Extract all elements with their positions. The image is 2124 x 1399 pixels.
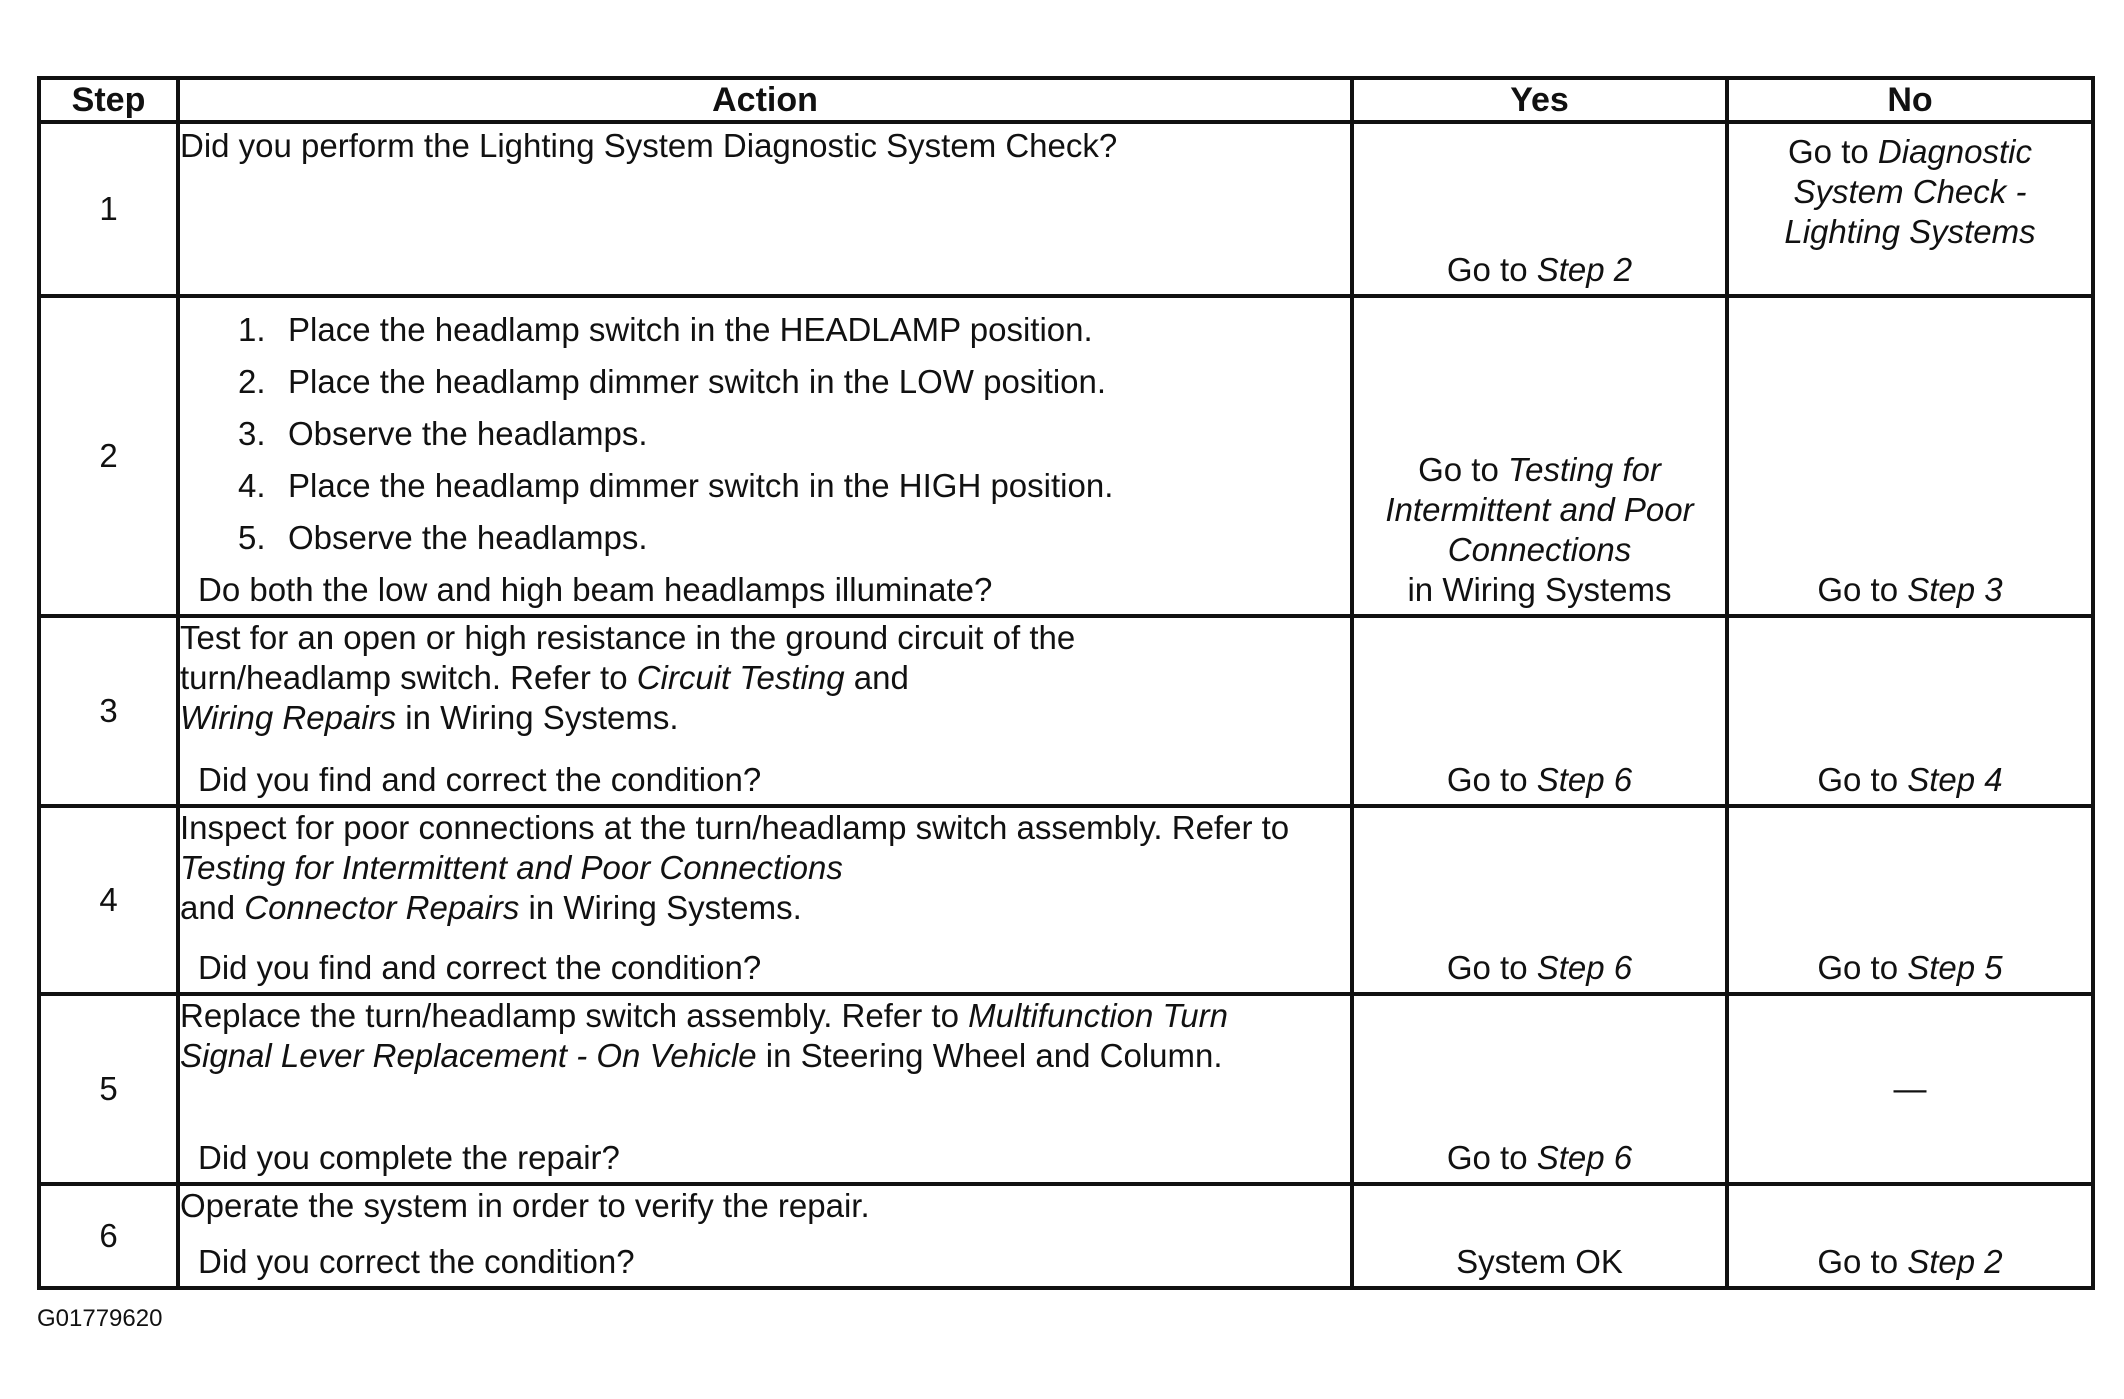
no-prefix: Go to: [1817, 1243, 1908, 1280]
no-prefix: Go to: [1788, 133, 1878, 170]
yes-result: [1354, 450, 1725, 610]
action-question: Did you correct the condition?: [198, 1243, 635, 1280]
list-text: Observe the headlamps.: [288, 519, 648, 556]
procedure-list: [180, 304, 1350, 564]
list-text: Place the headlamp dimmer switch in the HIGH position.: [288, 467, 1114, 504]
action-text: Test for an open or high resistance in the ground circuit of the turn/headlamp switch. Refer to: [180, 619, 1076, 696]
table-row-step-6: [39, 1184, 2093, 1288]
no-prefix: Go to: [1817, 949, 1908, 986]
table-row-step-2: [39, 296, 2093, 616]
yes-prefix: Go to: [1446, 251, 1537, 288]
yes-prefix: Go to: [1418, 451, 1508, 488]
no-cell: [1727, 806, 2093, 994]
list-number: 3.: [238, 415, 266, 452]
list-text: Place the headlamp dimmer switch in the LOW position.: [288, 363, 1107, 400]
action-question: Did you find and correct the condition?: [198, 761, 762, 798]
yes-prefix: Go to: [1446, 1139, 1537, 1176]
action-cell: [178, 994, 1352, 1184]
yes-suffix: in Wiring Systems: [1407, 571, 1672, 608]
no-prefix: Go to: [1817, 571, 1908, 608]
yes-prefix: Go to: [1446, 949, 1537, 986]
action-cell: [178, 122, 1352, 296]
no-link-step: Step 3: [1907, 571, 2003, 608]
action-description: Operate the system in order to verify the repair.: [180, 1187, 870, 1224]
yes-link-step: Step 2: [1536, 251, 1633, 288]
action-cell: [178, 806, 1352, 994]
action-question: Do both the low and high beam headlamps illuminate?: [198, 571, 993, 608]
ref-testing-intermittent: Testing for Intermittent and Poor Connections: [180, 849, 843, 886]
yes-link-step: Step 6: [1536, 949, 1633, 986]
table-row-step-1: [39, 122, 2093, 296]
action-description: [180, 618, 1190, 738]
no-cell: [1727, 994, 2093, 1184]
action-description: [180, 808, 1300, 928]
list-text: Place the headlamp switch in the HEADLAMP position.: [288, 311, 1093, 348]
list-text: Observe the headlamps.: [288, 415, 648, 452]
no-result-dash: —: [1893, 1070, 1927, 1107]
yes-result: [1354, 760, 1725, 800]
action-text: and: [180, 889, 245, 926]
table-row-step-3: [39, 616, 2093, 806]
no-link-diagnostic-check: Diagnostic System Check - Lighting Systems: [1784, 133, 2036, 250]
action-cell: [178, 616, 1352, 806]
header-no: No: [1727, 78, 2093, 122]
yes-link-step: Step 6: [1536, 1139, 1633, 1176]
no-result: [1729, 760, 2091, 800]
yes-result: [1354, 948, 1725, 988]
list-item: [238, 512, 1350, 564]
step-number: 1: [39, 122, 178, 296]
yes-cell: [1352, 296, 1727, 616]
action-text: in Wiring Systems.: [396, 699, 679, 736]
action-question: Did you find and correct the condition?: [198, 949, 762, 986]
action-cell: [178, 296, 1352, 616]
no-link-step: Step 5: [1907, 949, 2003, 986]
yes-cell: [1352, 1184, 1727, 1288]
step-number: 6: [39, 1184, 178, 1288]
list-item: [238, 408, 1350, 460]
ref-wiring-repairs: Wiring Repairs: [180, 699, 397, 736]
yes-result: System OK: [1456, 1243, 1623, 1280]
no-result: [1729, 132, 2091, 252]
yes-cell: [1352, 616, 1727, 806]
step-number: 3: [39, 616, 178, 806]
no-cell: [1727, 1184, 2093, 1288]
yes-result: [1354, 1138, 1725, 1178]
list-number: 1.: [238, 311, 266, 348]
no-link-step: Step 4: [1907, 761, 2003, 798]
yes-cell: [1352, 122, 1727, 296]
no-result: [1729, 1242, 2091, 1282]
header-action: Action: [178, 78, 1352, 122]
action-text: and: [844, 659, 909, 696]
step-number: 2: [39, 296, 178, 616]
action-text: in Wiring Systems.: [519, 889, 802, 926]
table-header-row: [39, 78, 2093, 122]
no-cell: [1727, 296, 2093, 616]
header-yes: Yes: [1352, 78, 1727, 122]
list-number: 2.: [238, 363, 266, 400]
yes-prefix: Go to: [1446, 761, 1537, 798]
yes-cell: [1352, 806, 1727, 994]
table-row-step-4: [39, 806, 2093, 994]
action-text: in Steering Wheel and Column.: [756, 1037, 1223, 1074]
action-question: Did you complete the repair?: [198, 1139, 620, 1176]
yes-result: [1354, 250, 1725, 290]
step-number: 5: [39, 994, 178, 1184]
action-text: Replace the turn/headlamp switch assembly. Refer to: [180, 997, 969, 1034]
action-cell: [178, 1184, 1352, 1288]
no-prefix: Go to: [1817, 761, 1908, 798]
yes-link-step: Step 6: [1536, 761, 1633, 798]
yes-link-testing: Testing for Intermittent and Poor Connections: [1385, 451, 1694, 568]
list-number: 4.: [238, 467, 266, 504]
ref-connector-repairs: Connector Repairs: [244, 889, 520, 926]
no-link-step: Step 2: [1907, 1243, 2003, 1280]
figure-id: G01779620: [37, 1305, 163, 1332]
list-number: 5.: [238, 519, 266, 556]
action-text: Inspect for poor connections at the turn/headlamp switch assembly. Refer to: [180, 809, 1290, 846]
no-result: [1729, 570, 2091, 610]
list-item: [238, 460, 1350, 512]
ref-lever-replacement: Multifunction Turn Signal Lever Replacement - On Vehicle: [180, 997, 1228, 1074]
no-result: [1729, 948, 2091, 988]
ref-circuit-testing: Circuit Testing: [636, 659, 845, 696]
step-number: 4: [39, 806, 178, 994]
list-item: [238, 304, 1350, 356]
no-cell: [1727, 616, 2093, 806]
yes-cell: [1352, 994, 1727, 1184]
header-step: Step: [39, 78, 178, 122]
action-description: [180, 996, 1300, 1076]
list-item: [238, 356, 1350, 408]
action-question: Did you perform the Lighting System Diagnostic System Check?: [180, 127, 1118, 164]
no-cell: [1727, 122, 2093, 296]
table-row-step-5: [39, 994, 2093, 1184]
diagnostic-table: [37, 76, 2095, 1290]
